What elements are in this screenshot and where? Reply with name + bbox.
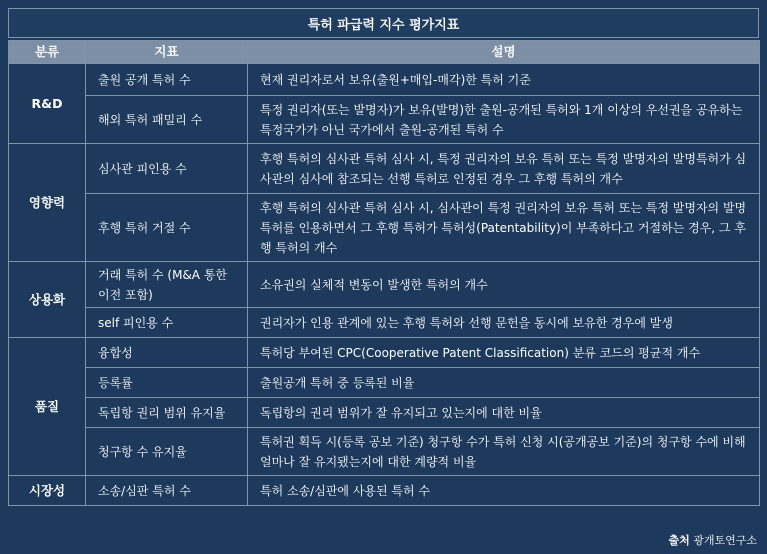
description-cell: 후행 특허의 심사관 특허 심사 시, 특정 권리자의 보유 특허 또는 특정 발명자의 발명특허가 심사관의 심사에 참조되는 선행 특허로 인정된 경우 그 후행 특허의 개수: [248, 144, 760, 194]
description-cell: 독립항의 권리 범위가 잘 유지되고 있는지에 대한 비율: [248, 398, 760, 428]
indicator-cell: 독립항 권리 범위 유지율: [86, 398, 248, 428]
table-row: [9, 194, 760, 262]
category-cell: R&D: [9, 64, 86, 144]
indicator-cell: 청구항 수 유지율: [86, 428, 248, 476]
indicator-cell: 거래 특허 수 (M&A 통한 이전 포함): [86, 262, 248, 308]
table-row: [9, 398, 760, 428]
table-row: [9, 308, 760, 338]
table-row: [9, 428, 760, 476]
indicator-cell: 후행 특허 거절 수: [86, 194, 248, 262]
table-row: [9, 96, 760, 144]
category-cell: 영향력: [9, 144, 86, 262]
description-cell: 특허권 획득 시(등록 공보 기준) 청구항 수가 특허 신청 시(공개공보 기준)의 청구항 수에 비해 얼마나 잘 유지됐는지에 대한 계량적 비율: [248, 428, 760, 476]
indicator-cell: 심사관 피인용 수: [86, 144, 248, 194]
description-cell: 특허당 부여된 CPC(Cooperative Patent Classification) 분류 코드의 평균적 개수: [248, 338, 760, 368]
table-row: [9, 64, 760, 96]
description-cell: 후행 특허의 심사관 특허 심사 시, 심사관이 특정 권리자의 보유 특허 또는 특정 발명자의 발명특허를 인용하면서 그 후행 특허가 특허성(Patentability)이 부족하다고 거절하는 경우, 그 후행 특허의 개수: [248, 194, 760, 262]
category-cell: 상용화: [9, 262, 86, 338]
table-row: [9, 338, 760, 368]
header-row: [9, 41, 760, 64]
indicator-cell: self 피인용 수: [86, 308, 248, 338]
header-description: 설명: [248, 41, 760, 64]
description-cell: 현재 권리자로서 보유(출원+매입-매각)한 특허 기준: [248, 64, 760, 96]
indicator-cell: 소송/심판 특허 수: [86, 476, 248, 506]
category-cell: 품질: [9, 338, 86, 476]
source-credit: [668, 532, 757, 548]
source-value: 광개토연구소: [693, 534, 757, 547]
table-row: [9, 476, 760, 506]
header-category: 분류: [9, 41, 86, 64]
source-label: 출처: [668, 534, 690, 547]
table-row: [9, 262, 760, 308]
category-cell: 시장성: [9, 476, 86, 506]
table-row: [9, 368, 760, 398]
header-indicator: 지표: [86, 41, 248, 64]
indicator-cell: 융합성: [86, 338, 248, 368]
table-title: 특허 파급력 지수 평가지표: [8, 8, 759, 38]
description-cell: 특허 소송/심판에 사용된 특허 수: [248, 476, 760, 506]
description-cell: 특정 권리자(또는 발명자)가 보유(발명)한 출원-공개된 특허와 1개 이상의 우선권을 공유하는 특정국가가 아닌 국가에서 출원-공개된 특허 수: [248, 96, 760, 144]
indicator-cell: 등록률: [86, 368, 248, 398]
table-row: [9, 144, 760, 194]
description-cell: 출원공개 특허 중 등록된 비율: [248, 368, 760, 398]
description-cell: 권리자가 인용 관계에 있는 후행 특허와 선행 문헌을 동시에 보유한 경우에 발생: [248, 308, 760, 338]
indicator-table: [8, 40, 760, 506]
indicator-cell: 출원 공개 특허 수: [86, 64, 248, 96]
indicator-cell: 해외 특허 패밀리 수: [86, 96, 248, 144]
description-cell: 소유권의 실체적 변동이 발생한 특허의 개수: [248, 262, 760, 308]
